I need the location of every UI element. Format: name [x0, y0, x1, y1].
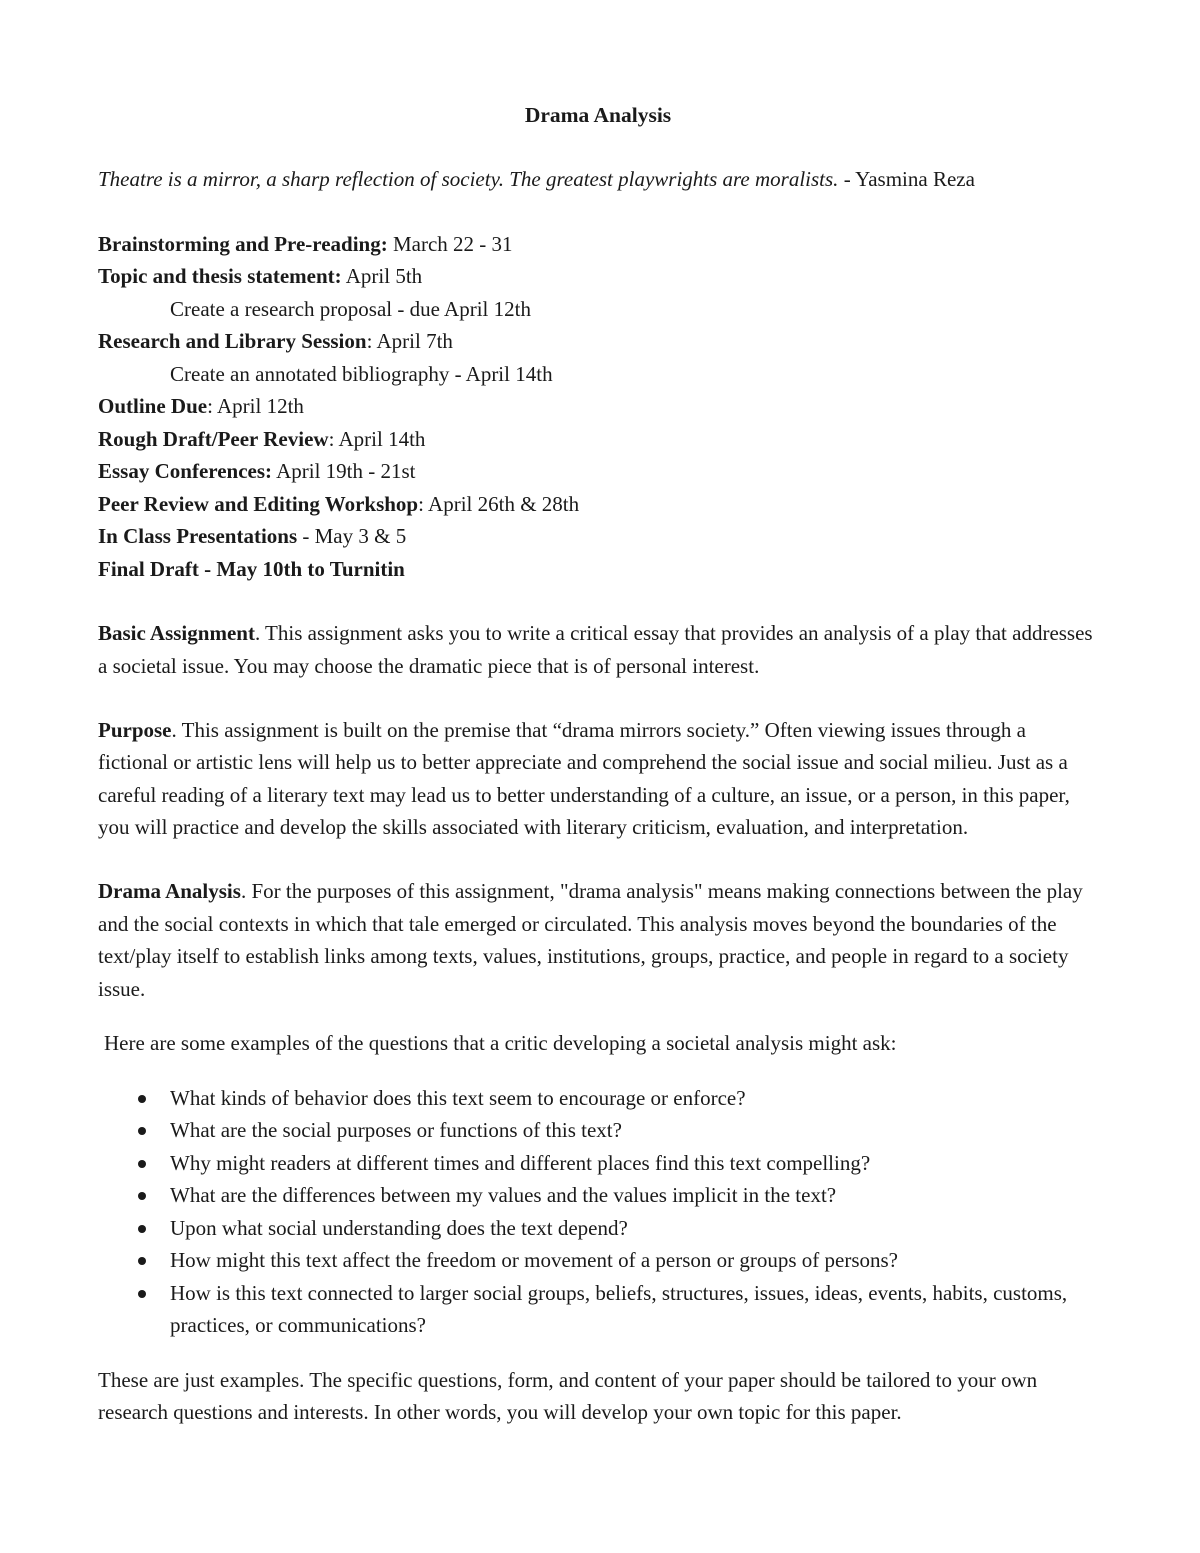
schedule-label: Essay Conferences:	[98, 459, 273, 483]
schedule-value: - May 3 & 5	[297, 524, 407, 548]
epigraph-attribution: - Yasmina Reza	[838, 167, 975, 191]
list-item	[98, 1082, 1098, 1115]
drama-analysis-paragraph	[98, 875, 1098, 1005]
drama-analysis-text: . For the purposes of this assignment, "drama analysis" means making connections between the play and the social contexts in which that tale emerged or circulated. This analysis moves beyond the boundaries of the text/play itself to establish links among texts, values, institutions, groups, practice, and people in regard to a society issue.	[98, 879, 1083, 1001]
schedule-label: In Class Presentations	[98, 524, 298, 548]
list-item	[98, 1147, 1098, 1180]
schedule-item	[98, 455, 1098, 488]
schedule-item	[98, 423, 1098, 456]
question-text: Why might readers at different times and different places find this text compelling?	[170, 1150, 871, 1175]
schedule-label: Rough Draft/Peer Review	[98, 426, 329, 451]
basic-assignment-paragraph	[98, 617, 1098, 682]
drama-analysis-heading: Drama Analysis	[98, 879, 241, 903]
bullet-icon	[138, 1257, 146, 1265]
schedule-label: Final Draft - May 10th to Turnitin	[98, 556, 405, 581]
schedule-item	[98, 520, 1098, 553]
schedule-subitem	[98, 358, 1098, 391]
basic-assignment-text: . This assignment asks you to write a critical essay that provides an analysis of a play that addresses a societal issue. You may choose the dramatic piece that is of personal interest.	[98, 621, 1093, 678]
schedule-item	[98, 488, 1098, 521]
question-text: What are the social purposes or functions of this text?	[170, 1118, 622, 1142]
list-item	[98, 1277, 1098, 1342]
epigraph-quote: Theatre is a mirror, a sharp reflection of society. The greatest playwrights are moralists.	[98, 167, 839, 191]
question-text: What kinds of behavior does this text seem to encourage or enforce?	[170, 1085, 746, 1110]
bullet-icon	[138, 1225, 146, 1233]
schedule-value: : April 14th	[328, 426, 426, 451]
schedule-label: Topic and thesis statement:	[98, 264, 342, 288]
schedule-value: : April 26th & 28th	[418, 491, 580, 516]
document-title: Drama Analysis	[524, 103, 672, 127]
schedule-label: Research and Library Session	[98, 329, 367, 353]
schedule-label: Peer Review and Editing Workshop	[98, 491, 419, 516]
question-text: What are the differences between my values and the values implicit in the text?	[170, 1183, 837, 1207]
schedule-item	[98, 325, 1098, 358]
bullet-icon	[138, 1192, 146, 1200]
schedule-item	[98, 228, 1098, 261]
basic-assignment-heading: Basic Assignment	[98, 621, 255, 645]
schedule-value: March 22 - 31	[387, 231, 513, 256]
schedule-item	[98, 260, 1098, 293]
schedule-value: April 19th - 21st	[272, 459, 416, 483]
schedule-value: : April 12th	[207, 394, 304, 418]
schedule-value: April 5th	[341, 264, 423, 288]
bullet-icon	[138, 1127, 146, 1135]
schedule-subitem	[98, 293, 1098, 326]
list-item	[98, 1179, 1098, 1212]
bullet-icon	[138, 1095, 146, 1103]
schedule-label: Brainstorming and Pre-reading:	[98, 231, 388, 256]
list-item	[98, 1212, 1098, 1245]
purpose-paragraph	[98, 714, 1098, 844]
questions-list	[98, 1082, 1098, 1342]
questions-intro: Here are some examples of the questions that a critic developing a societal analysis might ask:	[104, 1031, 897, 1055]
document-page	[98, 98, 1098, 1429]
question-text: Upon what social understanding does the text depend?	[170, 1215, 628, 1240]
schedule-list	[98, 228, 1098, 586]
schedule-value: : April 7th	[366, 329, 453, 353]
bullet-icon	[138, 1290, 146, 1298]
purpose-heading: Purpose	[98, 717, 172, 742]
schedule-label: Outline Due	[98, 394, 208, 418]
closing-paragraph: These are just examples. The specific questions, form, and content of your paper should be tailored to your own research questions and interests. In other words, you will develop your own topic for this paper.	[98, 1367, 1038, 1424]
list-item	[98, 1114, 1098, 1147]
schedule-item	[98, 390, 1098, 423]
purpose-text: . This assignment is built on the premise that “drama mirrors society.” Often viewing issues through a fictional or artistic lens will help us to better appreciate and comprehend the social issue and social milieu. Just as a careful reading of a literary text may lead us to better understanding of a culture, an issue, or a person, in this paper, you will practice and develop the skills associated with literary criticism, evaluation, and interpretation.	[98, 717, 1070, 839]
schedule-item	[98, 553, 1098, 586]
epigraph	[98, 163, 1098, 196]
schedule-value: Create an annotated bibliography - April 14th	[170, 361, 553, 386]
question-text: How is this text connected to larger social groups, beliefs, structures, issues, ideas, events, habits, customs, practices, or communications?	[170, 1280, 1068, 1337]
list-item	[98, 1244, 1098, 1277]
bullet-icon	[138, 1160, 146, 1168]
question-text: How might this text affect the freedom or movement of a person or groups of persons?	[170, 1248, 899, 1272]
schedule-value: Create a research proposal - due April 12th	[170, 296, 531, 321]
